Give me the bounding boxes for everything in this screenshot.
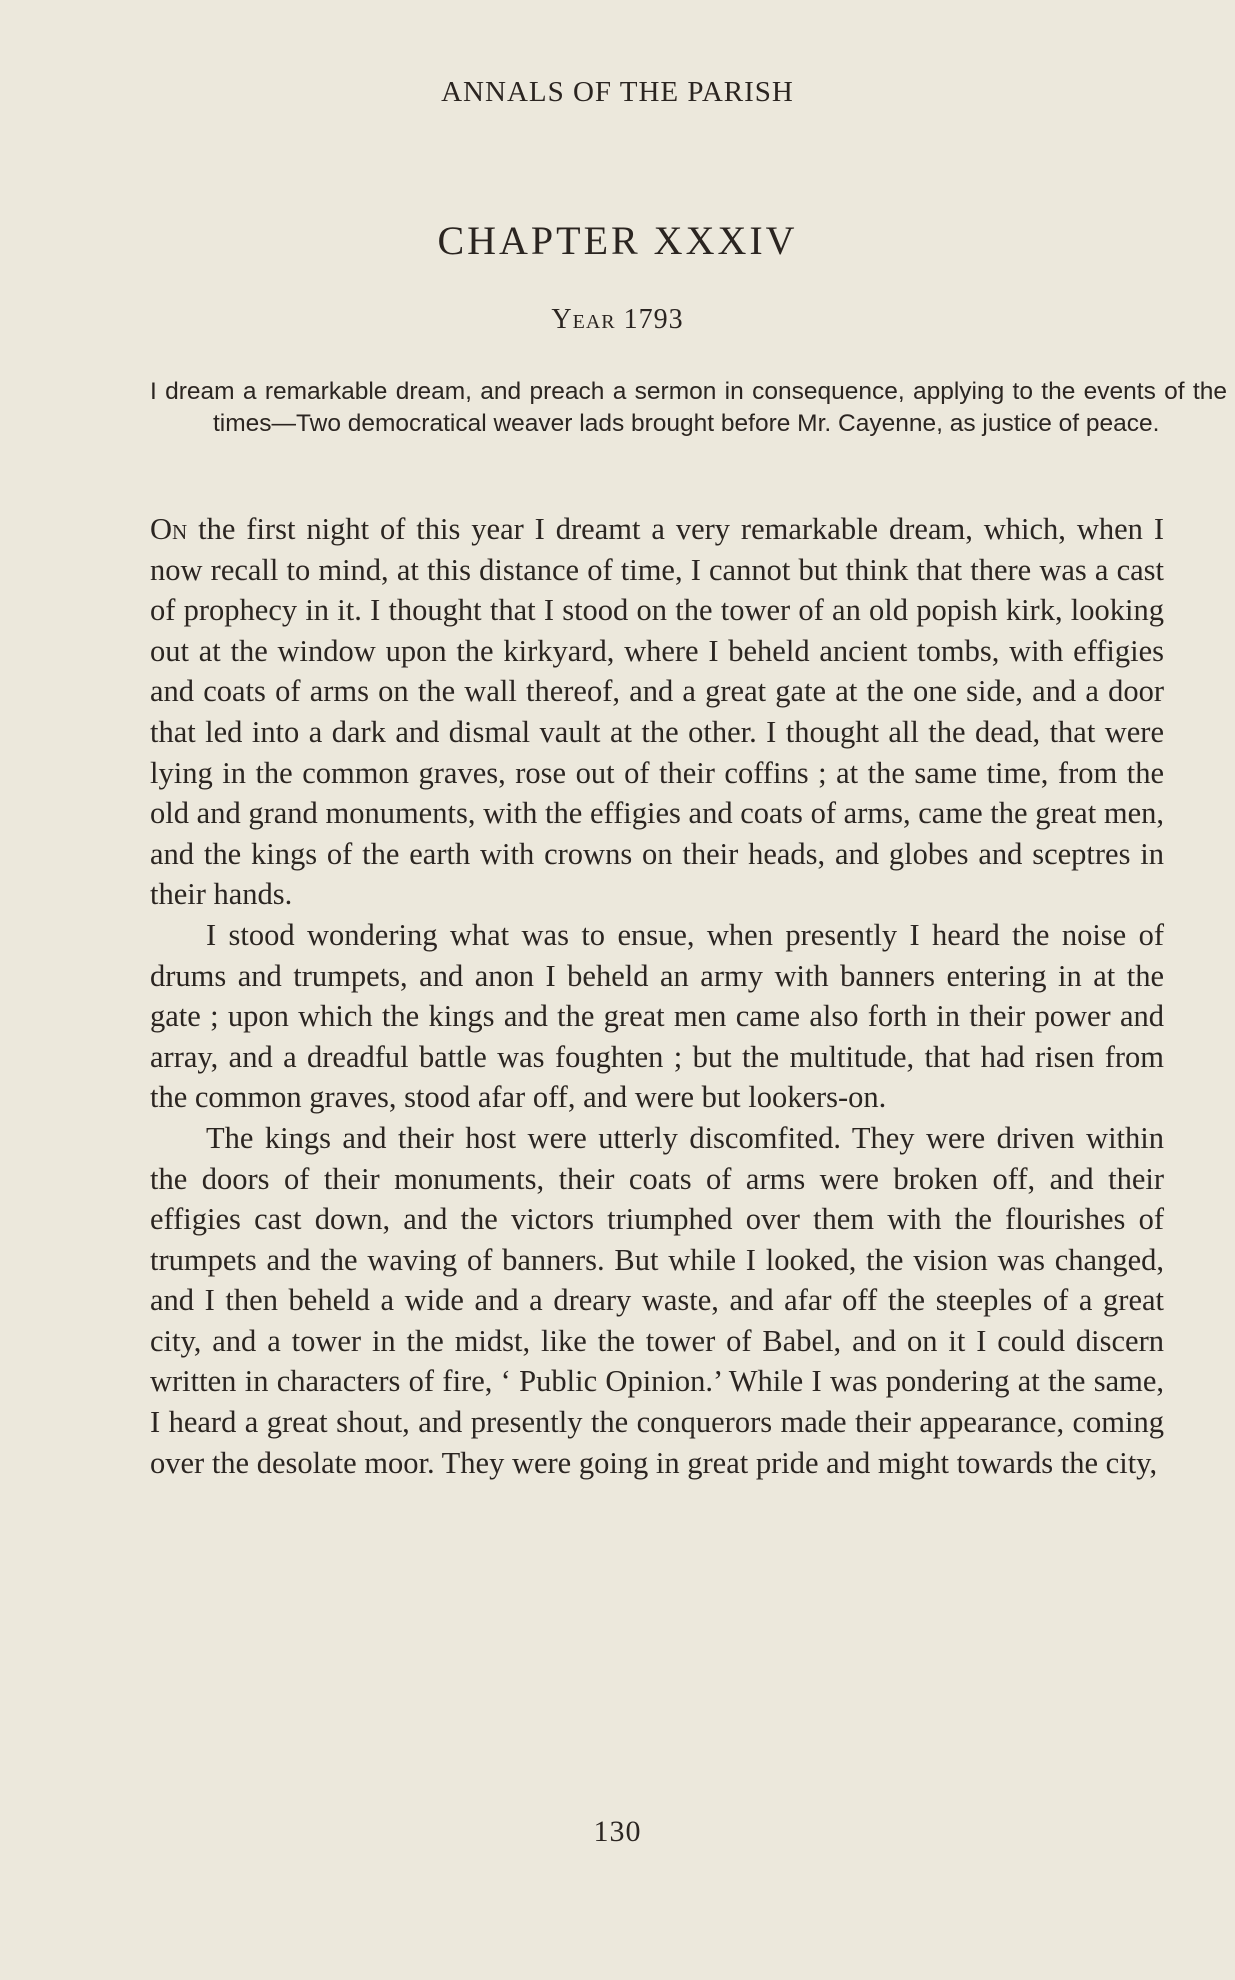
chapter-year (0, 304, 1235, 336)
opening-word: On (150, 512, 188, 546)
year-number: 1793 (623, 304, 684, 335)
paragraph-3: The kings and their host were utterly discomfited. They were driven within the doors of their monuments, their coats of arms were broken off, and their effigies cast down, and the victors triumphed over them with the flourishes of trumpets and the waving of banners. But while I looked, the vision was changed, and I then beheld a wide and a dreary waste, and afar off the steeples of a great city, and a tower in the midst, like the tower of Babel, and on it I could discern written in characters of fire, ‘ Public Opinion.’ While I was pondering at the same, I heard a great shout, and presently the conquerors made their appearance, coming over the desolate moor. They were going in great pride and might towards the city, (150, 1120, 1164, 1480)
year-label: Year (551, 304, 616, 335)
paragraph-1-text: the first night of this year I dreamt a very remarkable dream, which, when I now recall to mind, at this distance of time, I cannot but think that there was a cast of prophecy in it. I thought that I stood on the tower of an old popish kirk, looking out at the window upon the kirkyard, where I beheld ancient tombs, with effigies and coats of arms on the wall thereof, and a great gate at the one side, and a door that led into a dark and dismal vault at the other. I thought all the dead, that were lying in the common graves, rose out of their coffins ; at the same time, from the old and grand monuments, with the effigies and coats of arms, came the great men, and the kings of the earth with crowns on their heads, and globes and sceptres in their hands. (150, 512, 1164, 912)
chapter-title: CHAPTER XXXIV (437, 218, 798, 263)
paragraph-2: I stood wondering what was to ensue, when presently I heard the noise of drums and trumpets, and anon I beheld an army with banners entering in at the gate ; upon which the kings and the great men came also forth in their power and array, and a dreadful battle was foughten ; but the multitude, that had risen from the common graves, stood afar off, and were but lookers-on. (150, 917, 1164, 1115)
chapter-body (150, 509, 1164, 1483)
running-head: ANNALS OF THE PARISH (441, 76, 794, 108)
paragraph-1 (150, 509, 1164, 915)
chapter-summary: I dream a remarkable dream, and preach a sermon in consequence, applying to the events of the times—Two democratical weaver lads brought before Mr. Cayenne, as justice of peace. (150, 378, 1227, 437)
page-number: 130 (593, 1815, 642, 1848)
